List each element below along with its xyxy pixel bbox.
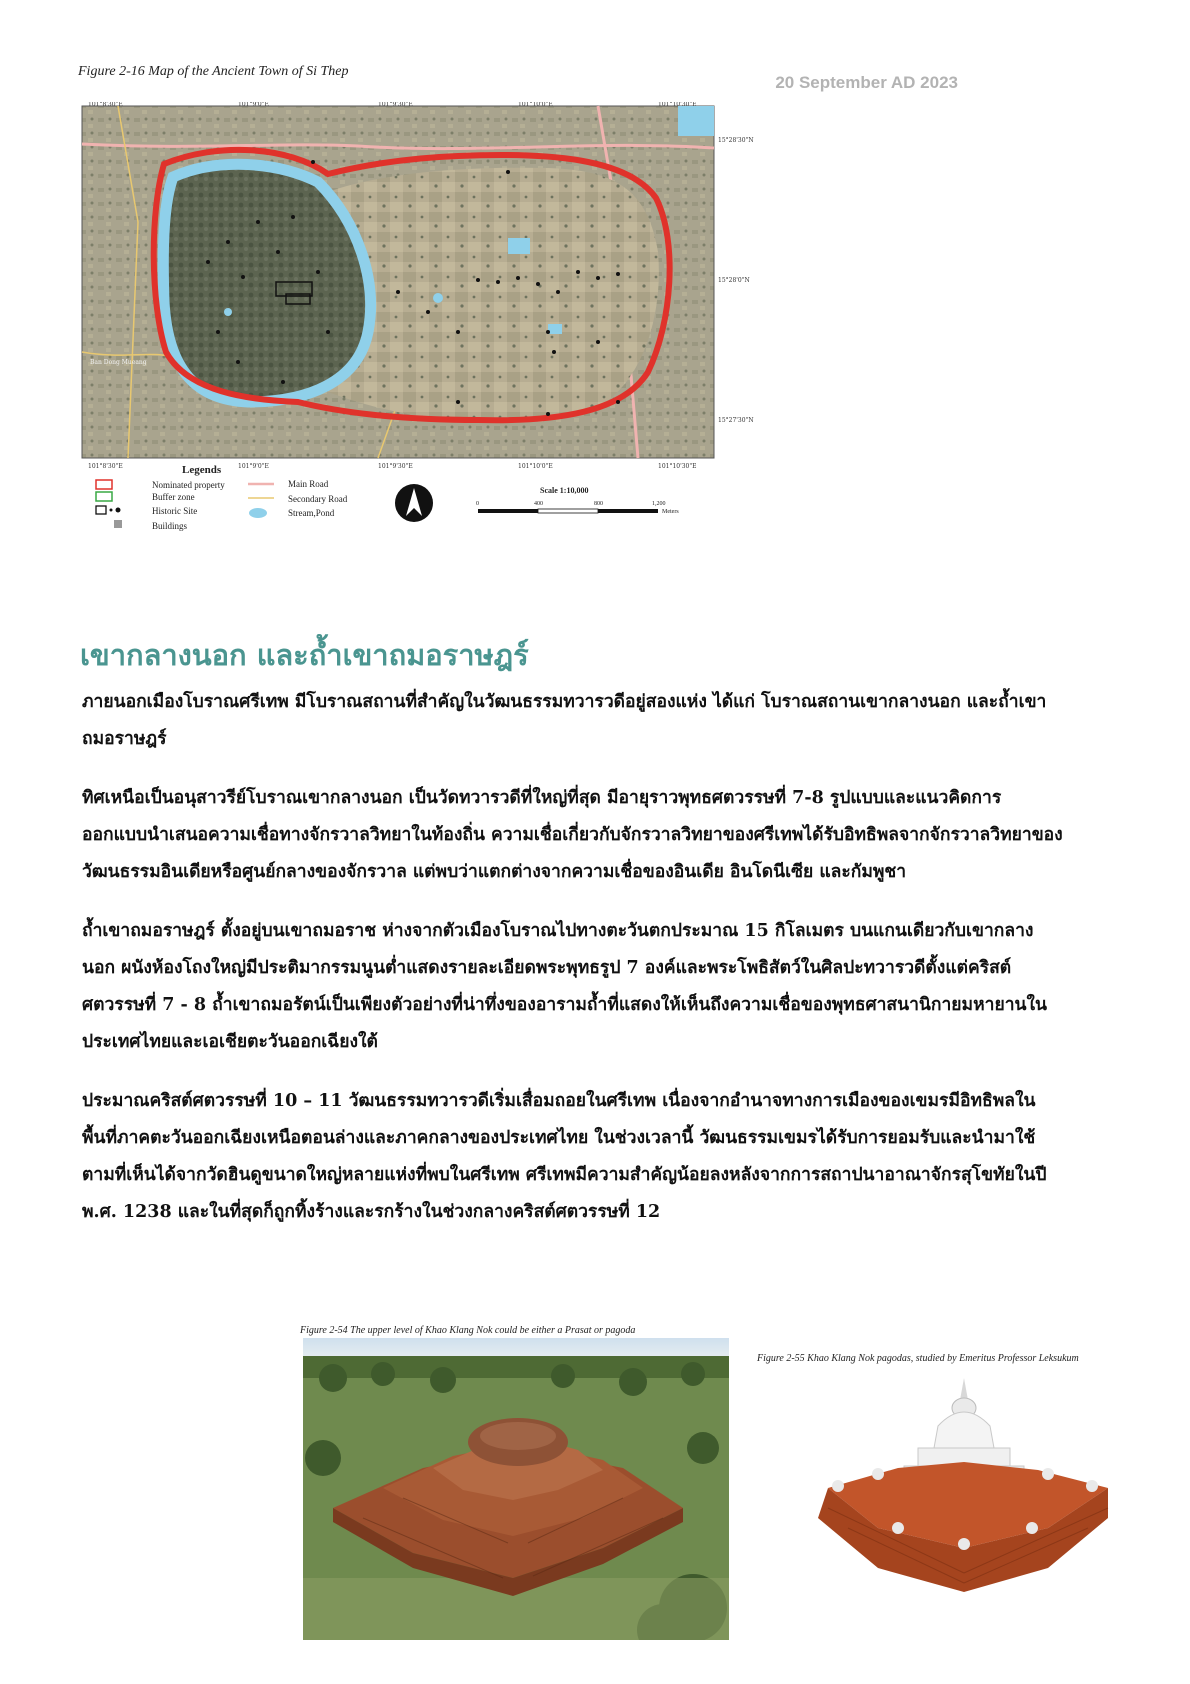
coord-top-5: 101°10'30"E xyxy=(658,102,697,108)
scale-tick-2: 800 xyxy=(594,501,603,507)
legend-buffer-swatch xyxy=(96,492,112,501)
page-date: 20 September AD 2023 xyxy=(775,73,958,92)
site-map xyxy=(78,102,772,576)
site-map-figure xyxy=(78,102,772,576)
map-place-label: Ban Dong Mueang xyxy=(90,359,147,366)
coord-bottom-5: 101°10'30"E xyxy=(658,463,697,470)
coord-side-2: 15°28'0"N xyxy=(718,277,750,284)
coord-bottom-4: 101°10'0"E xyxy=(518,463,553,470)
photo-caption: Figure 2-54 The upper level of Khao Klang Nok could be either a Prasat or pagoda xyxy=(300,1325,636,1336)
khao-klang-nok-photo xyxy=(303,1338,729,1640)
legend-stream: Stream,Pond xyxy=(288,508,335,518)
coord-bottom-1: 101°8'30"E xyxy=(88,463,123,470)
legend-title: Legends xyxy=(182,464,222,476)
legend-buildings-swatch xyxy=(114,520,122,528)
coord-side-3: 15°27'30"N xyxy=(718,417,754,424)
coord-side-1: 15°28'30"N xyxy=(718,137,754,144)
paragraph-1: ภายนอกเมืองโบราณศรีเทพ มีโบราณสถานที่สำคัญในวัฒนธรรมทวารวดีอยู่สองแห่ง ได้แก่ โบราณสถานเขากลางนอก และถ้ำเขาถมอราษฎร์ xyxy=(82,692,1047,749)
coord-top-3: 101°9'30"E xyxy=(378,102,413,108)
scale-unit: Meters xyxy=(662,509,679,515)
legend-secondary-road: Secondary Road xyxy=(288,494,348,504)
legend-buildings: Buildings xyxy=(152,521,188,531)
coord-top-4: 101°10'0"E xyxy=(518,102,553,108)
coord-top-2: 101°9'0"E xyxy=(238,102,269,108)
scale-label: Scale 1:10,000 xyxy=(540,486,589,495)
pagoda-reconstruction-render xyxy=(808,1378,1120,1600)
scale-tick-3: 1,200 xyxy=(652,501,666,507)
paragraph-3: ถ้ำเขาถมอราษฎร์ ตั้งอยู่บนเขาถมอราช ห่างจากตัวเมืองโบราณไปทางตะวันตกประมาณ 15 กิโลเมตร บนแกนเดียวกับเขากลางนอก ผนังห้องโถงใหญ่มีประติมากรรมนูนต่ำแสดงรายละเอียดพระพุทธรูป 7 องค์และพระโพธิสัตว์ในศิลปะทวารวดีตั้งแต่คริสต์ศตวรรษที่ 7 - 8 ถ้ำเขาถมอรัตน์เป็นเพียงตัวอย่างที่น่าทึ่งของอารามถ้ำที่แสดงให้เห็นถึงความเชื่อของพุทธศาสนานิกายมหายานในประเทศไทยและเอเชียตะวันออกเฉียงใต้ xyxy=(82,921,1047,1052)
legend-main-road: Main Road xyxy=(288,479,329,489)
coord-top-1: 101°8'30"E xyxy=(88,102,123,108)
render-caption: Figure 2-55 Khao Klang Nok pagodas, studied by Emeritus Professor Leksukum xyxy=(757,1353,1079,1364)
legend-historic-swatch xyxy=(96,506,106,514)
paragraph-2: ทิศเหนือเป็นอนุสาวรีย์โบราณเขากลางนอก เป็นวัดทวารวดีที่ใหญ่ที่สุด มีอายุราวพุทธศตวรรษที่ 7-8 รูปแบบและแนวคิดการออกแบบนำเสนอความเชื่อทางจักรวาลวิทยาในท้องถิ่น ความเชื่อเกี่ยวกับจักรวาลวิทยาของศรีเทพได้รับอิทธิพลจากจักรวาลวิทยาของวัฒนธรรมอินเดียหรือศูนย์กลางของจักรวาล แต่พบว่าแตกต่างจากความเชื่อของอินเดีย อินโดนีเซีย และกัมพูชา xyxy=(82,788,1063,882)
legend-stream-swatch xyxy=(249,508,267,518)
coord-bottom-2: 101°9'0"E xyxy=(238,463,269,470)
legend-buffer: Buffer zone xyxy=(152,492,195,502)
coord-bottom-3: 101°9'30"E xyxy=(378,463,413,470)
paragraph-4: ประมาณคริสต์ศตวรรษที่ 10 – 11 วัฒนธรรมทวารวดีเริ่มเสื่อมถอยในศรีเทพ เนื่องจากอำนาจทางการเมืองของเขมรมีอิทธิพลในพื้นที่ภาคตะวันออกเฉียงเหนือตอนล่างและภาคกลางของประเทศไทย ในช่วงเวลานี้ วัฒนธรรมเขมรได้รับการยอมรับและนำมาใช้ตามที่เห็นได้จากวัดฮินดูขนาดใหญ่หลายแห่งที่พบในศรีเทพ ศรีเทพมีความสำคัญน้อยลงหลังจากการสถาปนาอาณาจักรสุโขทัยในปี พ.ศ. 1238 และในที่สุดก็ถูกทิ้งร้างและรกร้างในช่วงกลางคริสต์ศตวรรษที่ 12 xyxy=(82,1091,1047,1222)
scale-tick-0: 0 xyxy=(476,501,479,507)
legend-historic: Historic Site xyxy=(152,506,198,516)
body-text xyxy=(82,684,1066,1253)
legend-nominated: Nominated property xyxy=(152,480,225,490)
scale-tick-1: 400 xyxy=(534,501,543,507)
section-heading: เขากลางนอก และถ้ำเขาถมอราษฎร์ xyxy=(80,638,529,672)
map-caption: Figure 2-16 Map of the Ancient Town of Si Thep xyxy=(78,64,349,79)
legend-nominated-swatch xyxy=(96,480,112,489)
